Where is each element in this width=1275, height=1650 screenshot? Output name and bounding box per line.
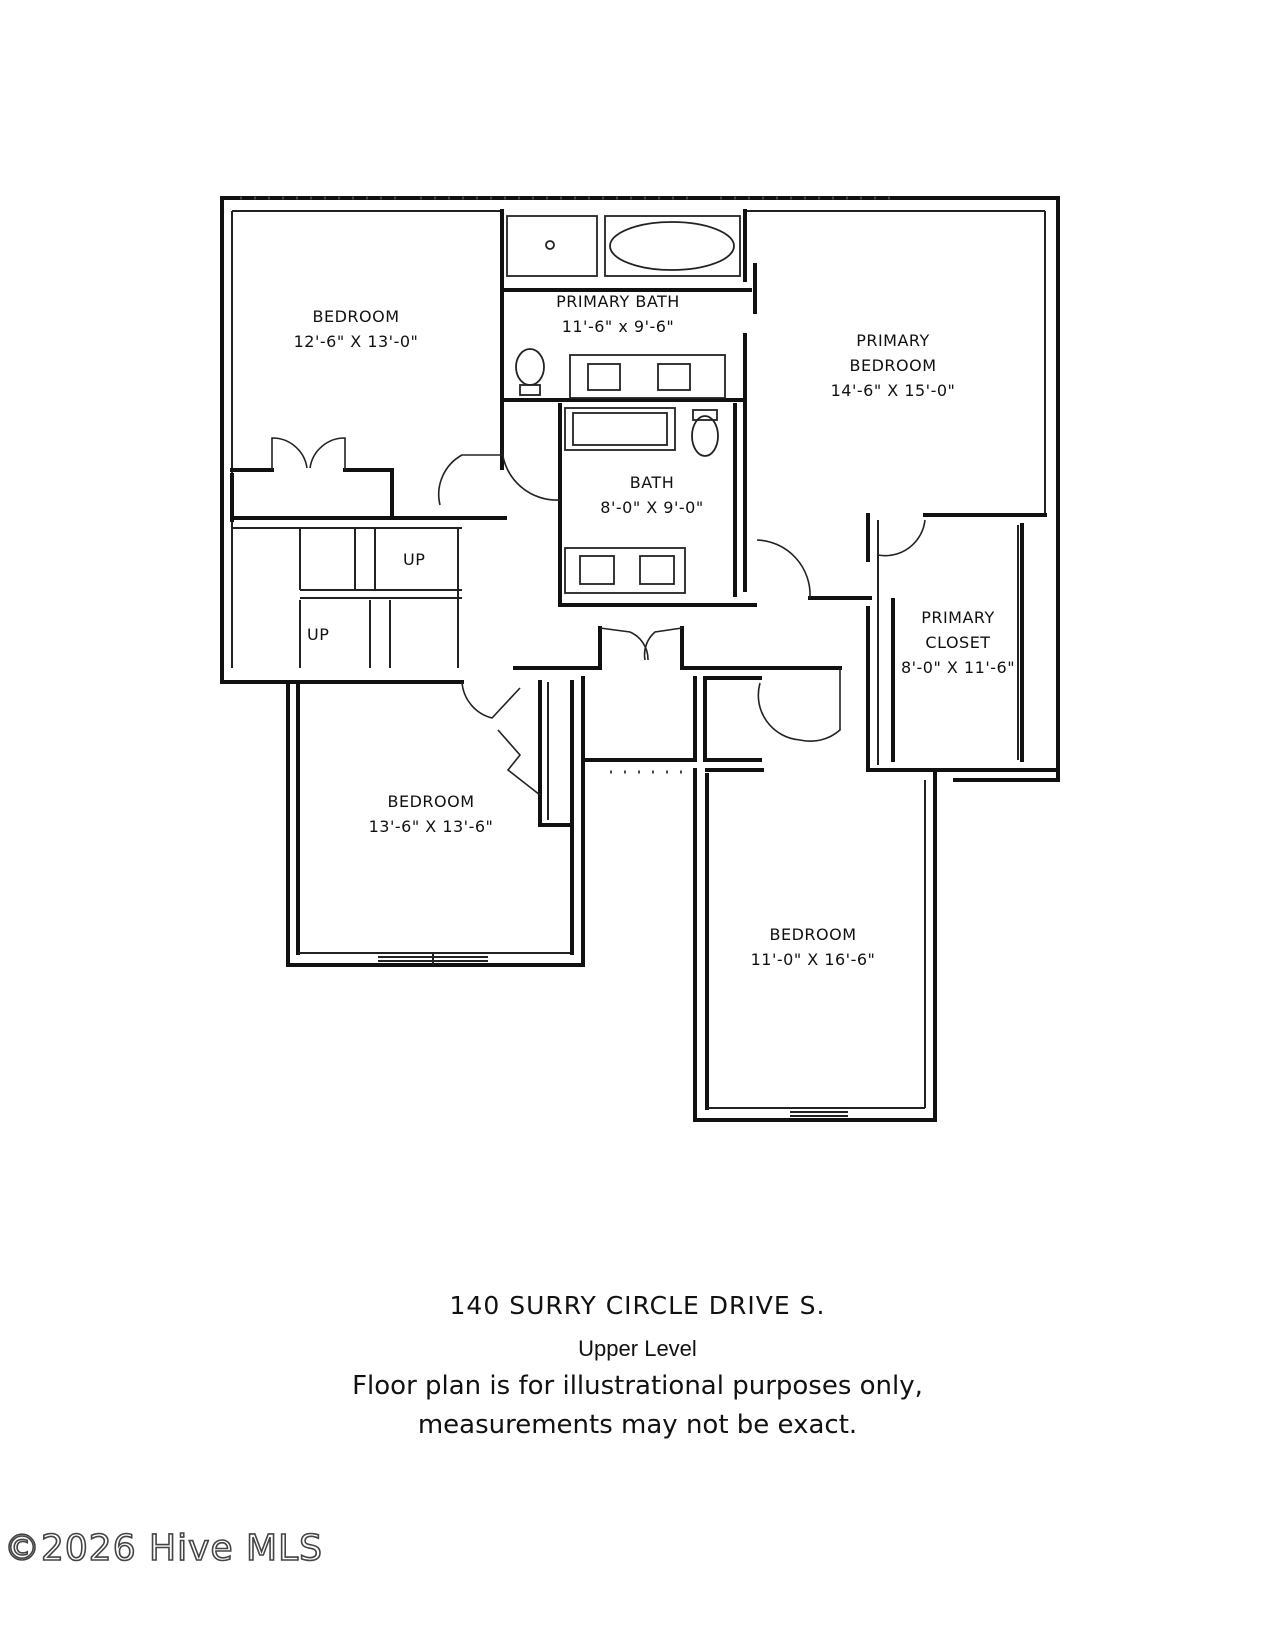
level-label: Upper Level (578, 1336, 697, 1361)
room-labels (294, 292, 1015, 969)
primary-closet-dims: 8'-0" X 11'-6" (900, 658, 1016, 677)
bedroom-se-dims: 11'-0" X 16'-6" (750, 950, 876, 969)
primary-bath-dims: 11'-6" x 9'-6" (561, 317, 675, 336)
primary-closet-name-2: CLOSET (925, 633, 991, 652)
copyright-watermark: ©2026 Hive MLS (4, 1528, 323, 1569)
address-title: 140 SURRY CIRCLE DRIVE S. (449, 1291, 826, 1320)
disclaimer-line-1: Floor plan is for illustrational purposes only, (352, 1371, 923, 1401)
bedroom-sw-dims: 13'-6" X 13'-6" (368, 817, 494, 836)
stair-up-label-upper: UP (403, 550, 426, 569)
bedroom-nw-dims: 12'-6" X 13'-0" (293, 332, 419, 351)
primary-bedroom-dims: 14'-6" X 15'-0" (830, 381, 956, 400)
bedroom-sw-name: BEDROOM (387, 792, 475, 811)
disclaimer-line-2: measurements may not be exact. (417, 1410, 858, 1440)
primary-bedroom-name-2: BEDROOM (849, 356, 937, 375)
primary-bath-name: PRIMARY BATH (556, 292, 680, 311)
bath-fixtures (507, 216, 740, 593)
primary-bedroom-name-1: PRIMARY (856, 331, 930, 350)
stair-up-label-lower: UP (307, 625, 330, 644)
bedroom-nw-name: BEDROOM (312, 307, 400, 326)
primary-closet-name-1: PRIMARY (921, 608, 995, 627)
bath-name: BATH (629, 473, 675, 492)
bedroom-se-name: BEDROOM (769, 925, 857, 944)
bath-dims: 8'-0" X 9'-0" (600, 498, 704, 517)
